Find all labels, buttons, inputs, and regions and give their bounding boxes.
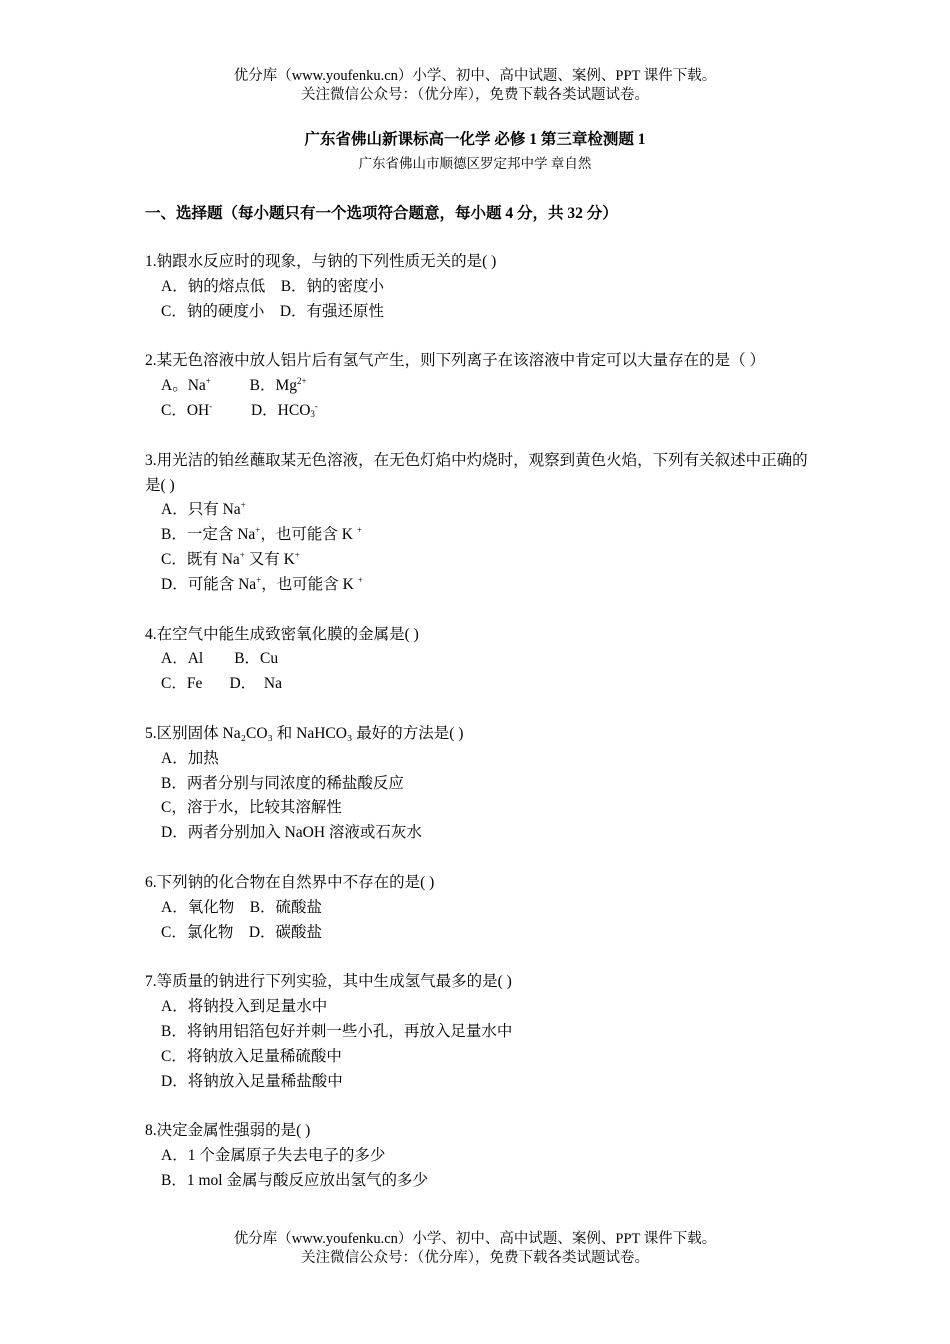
- charge: +: [294, 549, 300, 560]
- option-row: D．将钠放入足量稀盐酸中: [161, 1072, 343, 1090]
- question-stem: 1.钠跟水反应时的现象，与钠的下列性质无关的是( ): [145, 253, 497, 270]
- question-4: [145, 623, 810, 697]
- question-stem: 2.某无色溶液中放人铝片后有氢气产生，则下列离子在该溶液中肯定可以大量存在的是（ ）: [145, 352, 766, 370]
- option-row: A．将钠投入到足量水中: [161, 998, 328, 1016]
- section-heading: 一、选择题（每小题只有一个选项符合题意，每小题 4 分，共 32 分）: [145, 205, 618, 222]
- question-stem: 8.决定金属性强弱的是( ): [145, 1122, 311, 1140]
- charge: +: [239, 549, 245, 560]
- option-text: B．一定含 Na: [161, 526, 256, 544]
- option-row: [145, 399, 810, 424]
- subscript: 3: [310, 408, 315, 419]
- page-footer: [0, 1230, 950, 1268]
- question-stem: 7.等质量的钠进行下列实验，其中生成氢气最多的是( ): [145, 973, 512, 991]
- charge: -: [209, 400, 213, 411]
- charge: 2+: [296, 376, 307, 387]
- option-b: [145, 523, 810, 548]
- option-row: D．两者分别加入 NaOH 溶液或石灰水: [161, 824, 422, 842]
- question-stem: 6.下列钠的化合物在自然界中不存在的是( ): [145, 873, 435, 891]
- question-6: [145, 871, 810, 945]
- option-text: C．既有 Na: [161, 550, 240, 568]
- option-row: C．钠的硬度小 D．有强还原性: [161, 302, 385, 320]
- option-row: A．加热: [161, 749, 219, 767]
- option-row: B．将钠用铝箔包好并刺一些小孔，再放入足量水中: [161, 1022, 513, 1040]
- option-row: C．将钠放入足量稀硫酸中: [161, 1047, 342, 1065]
- header-line-1: 优分库（www.youfenku.cn）小学、初中、高中试题、案例、PPT 课件下载。: [233, 68, 717, 84]
- option-row: A．1 个金属原子失去电子的多少: [161, 1147, 386, 1165]
- option-text: ，也可能含 K: [260, 526, 353, 544]
- charge: +: [255, 525, 261, 536]
- question-8: [145, 1119, 810, 1193]
- option-b: B．Mg: [249, 377, 297, 395]
- document-title: 广东省佛山新课标高一化学 必修 1 第三章检测题 1: [304, 131, 646, 148]
- option-row: B．1 mol 金属与酸反应放出氢气的多少: [161, 1171, 428, 1189]
- option-a: [145, 498, 810, 523]
- question-stem: 5.区别固体 Na₂CO₃ 和 NaHCO₃ 最好的方法是( ): [145, 724, 464, 742]
- charge: +: [357, 574, 363, 585]
- question-5: [145, 722, 810, 846]
- question-stem: 4.在空气中能生成致密氧化膜的金属是( ): [145, 625, 419, 643]
- option-text: D．可能含 Na: [161, 575, 257, 593]
- question-2: [145, 349, 810, 423]
- question-3: [145, 449, 810, 598]
- option-text: A．只有 Na: [161, 501, 241, 519]
- question-7: [145, 970, 810, 1094]
- option-row: C，溶于水，比较其溶解性: [161, 799, 342, 817]
- option-row: A．氧化物 B．硫酸盐: [161, 898, 323, 916]
- question-stem: 3.用光洁的铂丝蘸取某无色溶液，在无色灯焰中灼烧时，观察到黄色火焰，下列有关叙述中正确的是( ): [145, 451, 808, 494]
- option-a: A。Na: [161, 377, 206, 395]
- charge: +: [205, 376, 211, 387]
- option-c: [145, 548, 810, 573]
- option-text: ，也可能含 K: [261, 575, 354, 593]
- charge: +: [256, 574, 262, 585]
- option-c: C．OH: [161, 401, 210, 419]
- option-row: B．两者分别与同浓度的稀盐酸反应: [161, 774, 404, 792]
- option-text: 又有 K: [244, 550, 295, 568]
- option-row: A．Al B．Cu: [161, 650, 279, 668]
- option-row: C．氯化物 D．碳酸盐: [161, 923, 323, 941]
- option-row: A．钠的熔点低 B．钠的密度小: [161, 277, 385, 295]
- charge: +: [240, 500, 246, 511]
- question-list: [145, 250, 810, 1219]
- charge: -: [314, 400, 318, 411]
- option-d: D．HCO: [250, 401, 311, 419]
- charge: +: [356, 525, 362, 536]
- option-row: C．Fe D． Na: [161, 675, 282, 693]
- document-author: 广东省佛山市顺德区罗定邦中学 章自然: [358, 156, 592, 171]
- footer-line-2: 关注微信公众号：（优分库），免费下载各类试题试卷。: [301, 1250, 649, 1266]
- footer-line-1: 优分库（www.youfenku.cn）小学、初中、高中试题、案例、PPT 课件下载。: [233, 1231, 717, 1247]
- page-header: [0, 67, 950, 105]
- option-row: [145, 374, 810, 399]
- header-line-2: 关注微信公众号：（优分库），免费下载各类试题试卷。: [301, 87, 649, 103]
- option-d: [145, 573, 810, 598]
- question-1: [145, 250, 810, 324]
